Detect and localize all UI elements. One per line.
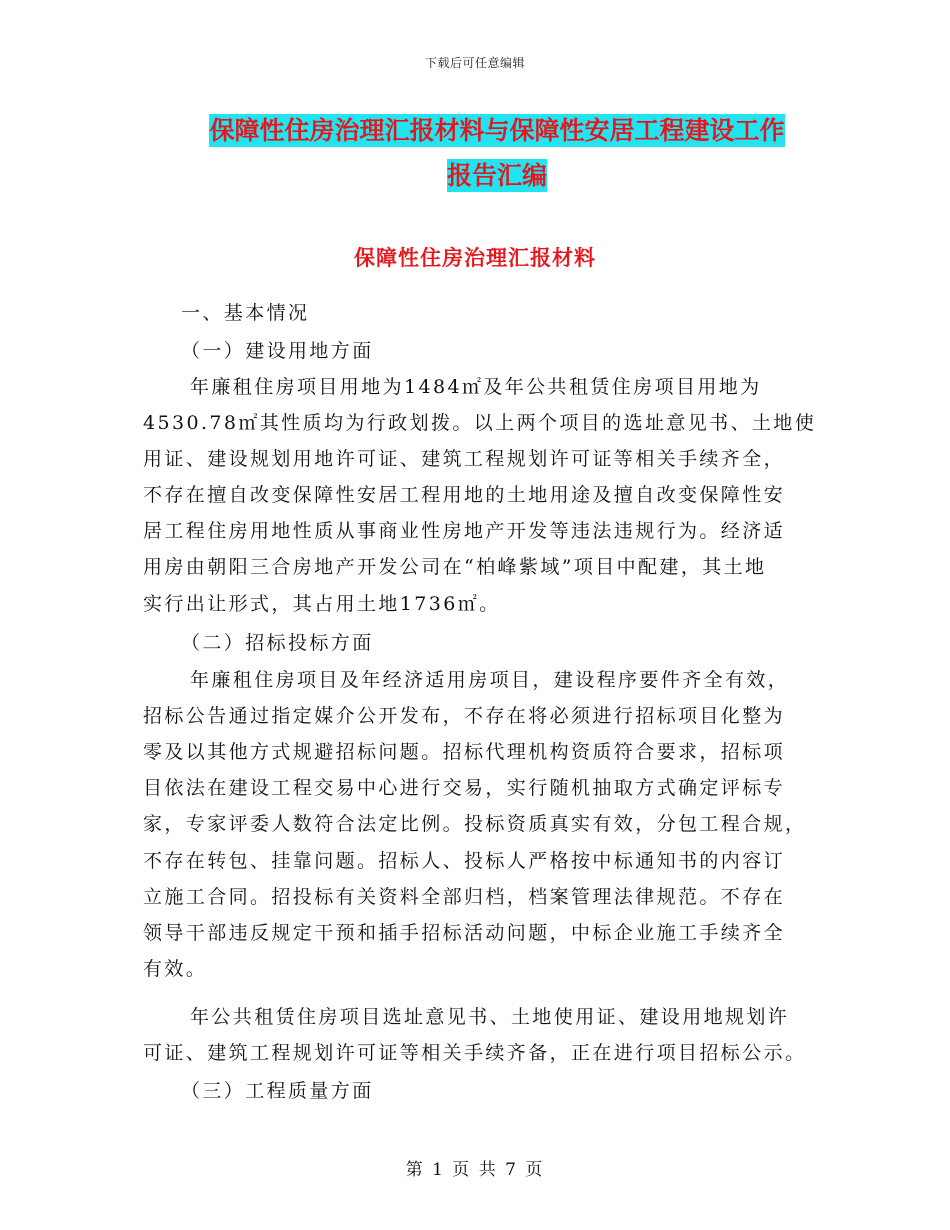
heading-basic-situation: 一、基本情况 xyxy=(181,302,310,324)
paragraph-line: 领导干部违反规定干预和插手招标活动问题，中标企业施工手续齐全 xyxy=(143,922,786,944)
paragraph-line: 用证、建设规划用地许可证、建筑工程规划许可证等相关手续齐全， xyxy=(143,448,786,470)
paragraph-line: 居工程住房用地性质从事商业性房地产开发等违法违规行为。经济适 xyxy=(143,520,786,542)
paragraph-line: 年廉租住房项目用地为1484㎡及年公共租赁住房项目用地为 xyxy=(190,376,762,398)
paragraph-line: 4530.78㎡其性质均为行政划拨。以上两个项目的选址意见书、土地使 xyxy=(143,412,817,434)
paragraph-line: 立施工合同。招投标有关资料全部归档，档案管理法律规范。不存在 xyxy=(143,886,786,908)
main-title-line1: 保障性住房治理汇报材料与保障性安居工程建设工作 xyxy=(209,116,785,145)
page-footer: 第 1 页 共 7 页 xyxy=(405,1160,545,1180)
section-title: 保障性住房治理汇报材料 xyxy=(354,246,596,270)
paragraph-line: 年廉租住房项目及年经济适用房项目，建设程序要件齐全有效， xyxy=(190,669,790,691)
paragraph-line: 不存在转包、挂靠问题。招标人、投标人严格按中标通知书的内容订 xyxy=(143,850,786,872)
paragraph-line: 目依法在建设工程交易中心进行交易，实行随机抽取方式确定评标专 xyxy=(143,777,786,799)
paragraph-line: 实行出让形式，其占用土地1736㎡。 xyxy=(143,593,501,615)
paragraph-line: 年公共租赁住房项目选址意见书、土地使用证、建设用地规划许 xyxy=(190,1006,790,1028)
heading-land-use: （一）建设用地方面 xyxy=(181,340,374,362)
header-note: 下载后可任意编辑 xyxy=(424,56,525,70)
paragraph-line: 家，专家评委人数符合法定比例。投标资质真实有效，分包工程合规， xyxy=(143,813,807,835)
heading-bidding: （二）招标投标方面 xyxy=(181,632,374,654)
paragraph-line: 不存在擅自改变保障性安居工程用地的土地用途及擅自改变保障性安 xyxy=(143,484,786,506)
paragraph-line: 零及以其他方式规避招标问题。招标代理机构资质符合要求，招标项 xyxy=(143,741,786,763)
heading-quality: （三）工程质量方面 xyxy=(181,1080,374,1102)
paragraph-line: 有效。 xyxy=(143,958,208,980)
paragraph-line: 招标公告通过指定媒介公开发布，不存在将必须进行招标项目化整为 xyxy=(143,705,786,727)
main-title-line2: 报告汇编 xyxy=(446,161,547,190)
paragraph-line: 用房由朝阳三合房地产开发公司在“柏峰紫域”项目中配建，其土地 xyxy=(143,556,767,578)
paragraph-line: 可证、建筑工程规划许可证等相关手续齐备，正在进行项目招标公示。 xyxy=(143,1042,807,1064)
